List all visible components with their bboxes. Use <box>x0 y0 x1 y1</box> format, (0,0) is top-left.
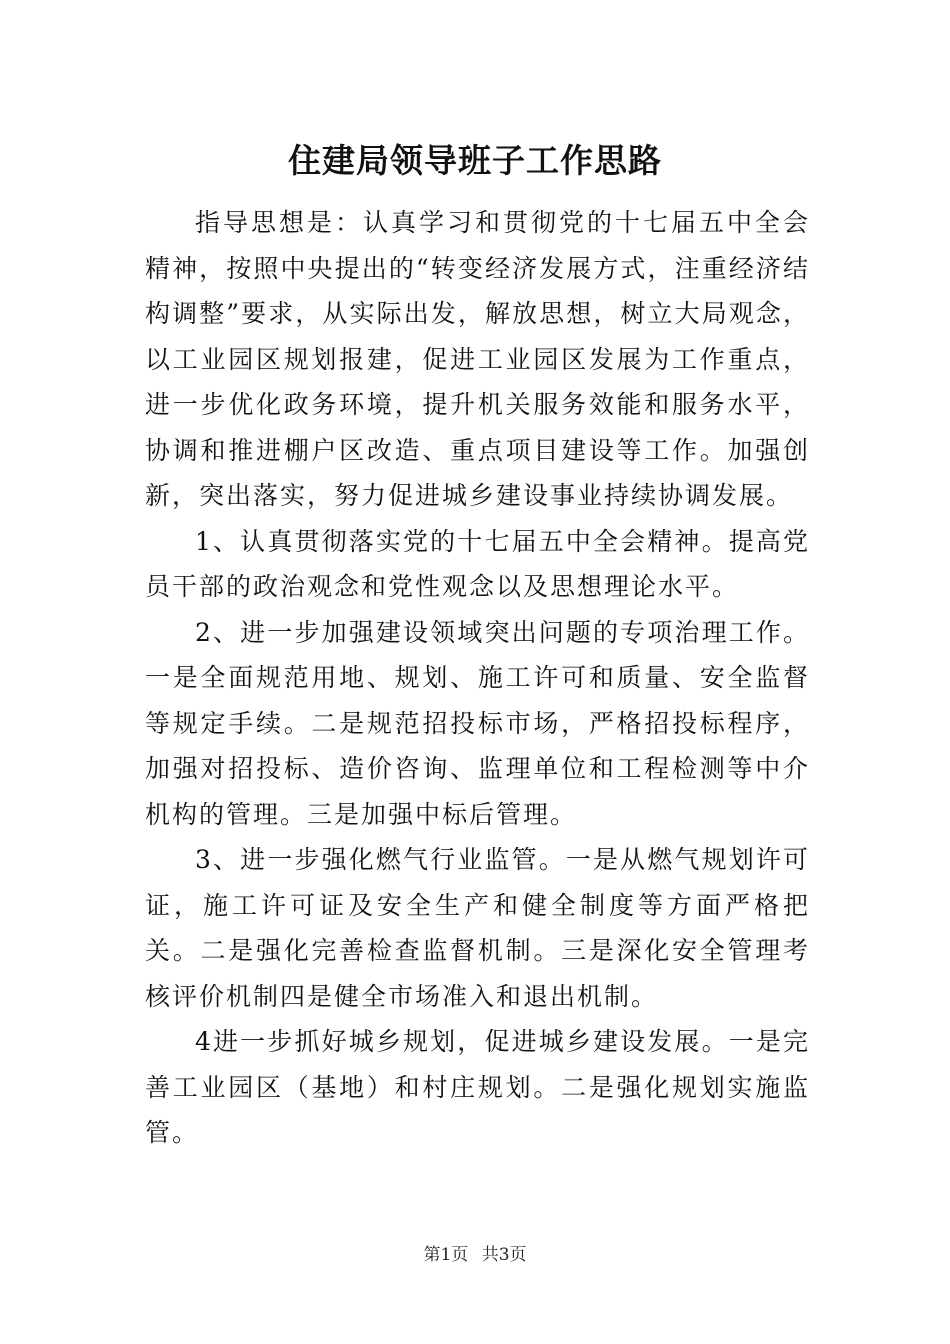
paragraph-item-4: 4进一步抓好城乡规划，促进城乡建设发展。一是完善工业园区（基地）和村庄规划。二是强化规划实施监管。 <box>145 1027 810 1147</box>
page-footer <box>0 1240 950 1265</box>
paragraph-item-2: 2、进一步加强建设领域突出问题的专项治理工作。一是全面规范用地、规划、施工许可和质量、安全监督等规定手续。二是规范招投标市场，严格招投标程序，加强对招投标、造价咨询、监理单位和工程检测等中介机构的管理。三是加强中标后管理。 <box>145 617 810 829</box>
page-total: 共3页 <box>481 1245 527 1265</box>
page-number: 第1页 <box>423 1245 469 1265</box>
document-title: 住建局领导班子工作思路 <box>288 141 662 180</box>
paragraph-item-3: 3、进一步强化燃气行业监管。一是从燃气规划许可证，施工许可证及安全生产和健全制度等方面严格把关。二是强化完善检查监督机制。三是深化安全管理考核评价机制四是健全市场准入和退出机制。 <box>145 845 810 1011</box>
paragraph-item-1: 1、认真贯彻落实党的十七届五中全会精神。提高党员干部的政治观念和党性观念以及思想理论水平。 <box>145 526 810 601</box>
paragraph-guiding-ideology: 指导思想是：认真学习和贯彻党的十七届五中全会精神，按照中央提出的“转变经济发展方式，注重经济结构调整”要求，从实际出发，解放思想，树立大局观念，以工业园区规划报建，促进工业园区发展为工作重点，进一步优化政务环境，提升机关服务效能和服务水平，协调和推进棚户区改造、重点项目建设等工作。加强创新，突出落实，努力促进城乡建设事业持续协调发展。 <box>145 208 810 510</box>
document-body <box>145 200 810 1156</box>
